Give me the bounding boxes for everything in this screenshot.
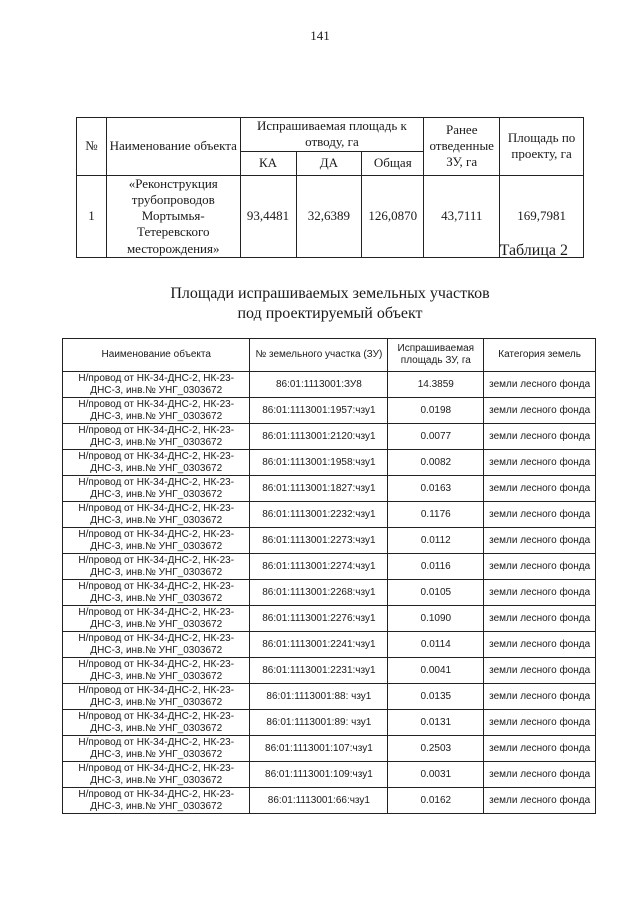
category-cell: земли лесного фонда [484, 762, 596, 788]
table-row [63, 476, 596, 502]
category-cell: земли лесного фонда [484, 684, 596, 710]
total-value: 126,0870 [362, 175, 424, 257]
col-num-header: № [77, 118, 107, 176]
table-row [63, 372, 596, 398]
object-name-cell: Н/провод от НК-34-ДНС-2, НК-23-ДНС-3, инв.№ УНГ_0303672 [63, 554, 250, 580]
plot-number-cell: 86:01:1113001:2120:чзу1 [250, 424, 388, 450]
category-cell: земли лесного фонда [484, 736, 596, 762]
category-cell: земли лесного фонда [484, 450, 596, 476]
plot-number-cell: 86:01:1113001:2231:чзу1 [250, 658, 388, 684]
object-name-cell: Н/провод от НК-34-ДНС-2, НК-23-ДНС-3, инв.№ УНГ_0303672 [63, 476, 250, 502]
plot-number-cell: 86:01:1113001:2273:чзу1 [250, 528, 388, 554]
object-name-cell: Н/провод от НК-34-ДНС-2, НК-23-ДНС-3, инв.№ УНГ_0303672 [63, 762, 250, 788]
area-cell: 0.0198 [388, 398, 484, 424]
da-value: 32,6389 [296, 175, 362, 257]
category-cell: земли лесного фонда [484, 788, 596, 814]
category-cell: земли лесного фонда [484, 476, 596, 502]
requested-area-summary-table [76, 117, 584, 258]
table-row [63, 502, 596, 528]
table-row [63, 684, 596, 710]
land-plots-table [62, 338, 596, 814]
area-cell: 0.0135 [388, 684, 484, 710]
table-row [63, 710, 596, 736]
plot-number-cell: 86:01:1113001:2274:чзу1 [250, 554, 388, 580]
plot-number-cell: 86:01:1113001:109:чзу1 [250, 762, 388, 788]
table-row [63, 606, 596, 632]
area-cell: 0.0105 [388, 580, 484, 606]
area-cell: 14.3859 [388, 372, 484, 398]
area-cell: 0.0163 [388, 476, 484, 502]
col-name-header: Наименование объекта [106, 118, 240, 176]
table-row [63, 398, 596, 424]
category-cell: земли лесного фонда [484, 502, 596, 528]
object-name-cell: Н/провод от НК-34-ДНС-2, НК-23-ДНС-3, инв.№ УНГ_0303672 [63, 788, 250, 814]
plot-number-cell: 86:01:1113001:1827:чзу1 [250, 476, 388, 502]
object-name-cell: Н/провод от НК-34-ДНС-2, НК-23-ДНС-3, инв.№ УНГ_0303672 [63, 580, 250, 606]
area-cell: 0.0031 [388, 762, 484, 788]
plot-number-cell: 86:01:1113001:2268:чзу1 [250, 580, 388, 606]
object-name-cell: Н/провод от НК-34-ДНС-2, НК-23-ДНС-3, инв.№ УНГ_0303672 [63, 502, 250, 528]
col-ka-header: КА [240, 151, 296, 175]
plot-number-cell: 86:01:1113001:89: чзу1 [250, 710, 388, 736]
table-row [63, 450, 596, 476]
object-name-cell: Н/провод от НК-34-ДНС-2, НК-23-ДНС-3, инв.№ УНГ_0303672 [63, 450, 250, 476]
object-name-cell: Н/провод от НК-34-ДНС-2, НК-23-ДНС-3, инв.№ УНГ_0303672 [63, 398, 250, 424]
table-row [63, 632, 596, 658]
table-row [63, 554, 596, 580]
section-heading [70, 284, 590, 324]
category-cell: земли лесного фонда [484, 606, 596, 632]
table-row [63, 528, 596, 554]
project-area-value: 169,7981 [500, 175, 584, 257]
page-number: 141 [310, 28, 330, 43]
col-total-header: Общая [362, 151, 424, 175]
table-row [63, 788, 596, 814]
plot-number-cell: 86:01:1113001:2232:чзу1 [250, 502, 388, 528]
category-cell: земли лесного фонда [484, 632, 596, 658]
col-area-header: Испрашиваемая площадь ЗУ, га [388, 339, 484, 372]
category-cell: земли лесного фонда [484, 372, 596, 398]
object-name-cell: Н/провод от НК-34-ДНС-2, НК-23-ДНС-3, инв.№ УНГ_0303672 [63, 372, 250, 398]
table-row [63, 658, 596, 684]
col-project-area-header: Площадь по проекту, га [500, 118, 584, 176]
area-cell: 0.0112 [388, 528, 484, 554]
plot-number-cell: 86:01:1113001:2241:чзу1 [250, 632, 388, 658]
heading-line-1: Площади испрашиваемых земельных участков [170, 285, 490, 302]
category-cell: земли лесного фонда [484, 398, 596, 424]
object-name-cell: Н/провод от НК-34-ДНС-2, НК-23-ДНС-3, инв.№ УНГ_0303672 [63, 684, 250, 710]
area-cell: 0.0082 [388, 450, 484, 476]
table-caption: Таблица 2 [499, 242, 568, 259]
col-da-header: ДА [296, 151, 362, 175]
object-name-cell: Н/провод от НК-34-ДНС-2, НК-23-ДНС-3, инв.№ УНГ_0303672 [63, 528, 250, 554]
category-cell: земли лесного фонда [484, 710, 596, 736]
plot-number-cell: 86:01:1113001:107:чзу1 [250, 736, 388, 762]
object-name-cell: Н/провод от НК-34-ДНС-2, НК-23-ДНС-3, инв.№ УНГ_0303672 [63, 424, 250, 450]
ka-value: 93,4481 [240, 175, 296, 257]
area-cell: 0.2503 [388, 736, 484, 762]
category-cell: земли лесного фонда [484, 554, 596, 580]
table-row [63, 736, 596, 762]
col-previously-allocated-header: Ранее отведенные ЗУ, га [424, 118, 500, 176]
object-name-cell: Н/провод от НК-34-ДНС-2, НК-23-ДНС-3, инв.№ УНГ_0303672 [63, 710, 250, 736]
object-name-cell: Н/провод от НК-34-ДНС-2, НК-23-ДНС-3, инв.№ УНГ_0303672 [63, 606, 250, 632]
plot-number-cell: 86:01:1113001:66:чзу1 [250, 788, 388, 814]
area-cell: 0.1176 [388, 502, 484, 528]
area-cell: 0.0162 [388, 788, 484, 814]
category-cell: земли лесного фонда [484, 580, 596, 606]
category-cell: земли лесного фонда [484, 658, 596, 684]
area-cell: 0.0116 [388, 554, 484, 580]
object-name-cell: Н/провод от НК-34-ДНС-2, НК-23-ДНС-3, инв.№ УНГ_0303672 [63, 658, 250, 684]
category-cell: земли лесного фонда [484, 528, 596, 554]
plot-number-cell: 86:01:1113001:ЗУ8 [250, 372, 388, 398]
object-name-cell: Н/провод от НК-34-ДНС-2, НК-23-ДНС-3, инв.№ УНГ_0303672 [63, 632, 250, 658]
heading-line-2: под проектируемый объект [237, 305, 423, 322]
col-object-name-header: Наименование объекта [63, 339, 250, 372]
object-name-cell: Н/провод от НК-34-ДНС-2, НК-23-ДНС-3, инв.№ УНГ_0303672 [63, 736, 250, 762]
col-category-header: Категория земель [484, 339, 596, 372]
area-cell: 0.0041 [388, 658, 484, 684]
col-plot-number-header: № земельного участка (ЗУ) [250, 339, 388, 372]
area-cell: 0.0114 [388, 632, 484, 658]
table-row [63, 762, 596, 788]
area-cell: 0.0077 [388, 424, 484, 450]
object-name: «Реконструкция трубопроводов Мортымья-Тетеревского месторождения» [106, 175, 240, 257]
table-row [63, 424, 596, 450]
previously-allocated-value: 43,7111 [424, 175, 500, 257]
plot-number-cell: 86:01:1113001:88: чзу1 [250, 684, 388, 710]
category-cell: земли лесного фонда [484, 424, 596, 450]
plot-number-cell: 86:01:1113001:1957:чзу1 [250, 398, 388, 424]
area-cell: 0.1090 [388, 606, 484, 632]
col-requested-area-header: Испрашиваемая площадь к отводу, га [240, 118, 424, 152]
row-num: 1 [77, 175, 107, 257]
area-cell: 0.0131 [388, 710, 484, 736]
plot-number-cell: 86:01:1113001:2276:чзу1 [250, 606, 388, 632]
plot-number-cell: 86:01:1113001:1958:чзу1 [250, 450, 388, 476]
table-row [63, 580, 596, 606]
